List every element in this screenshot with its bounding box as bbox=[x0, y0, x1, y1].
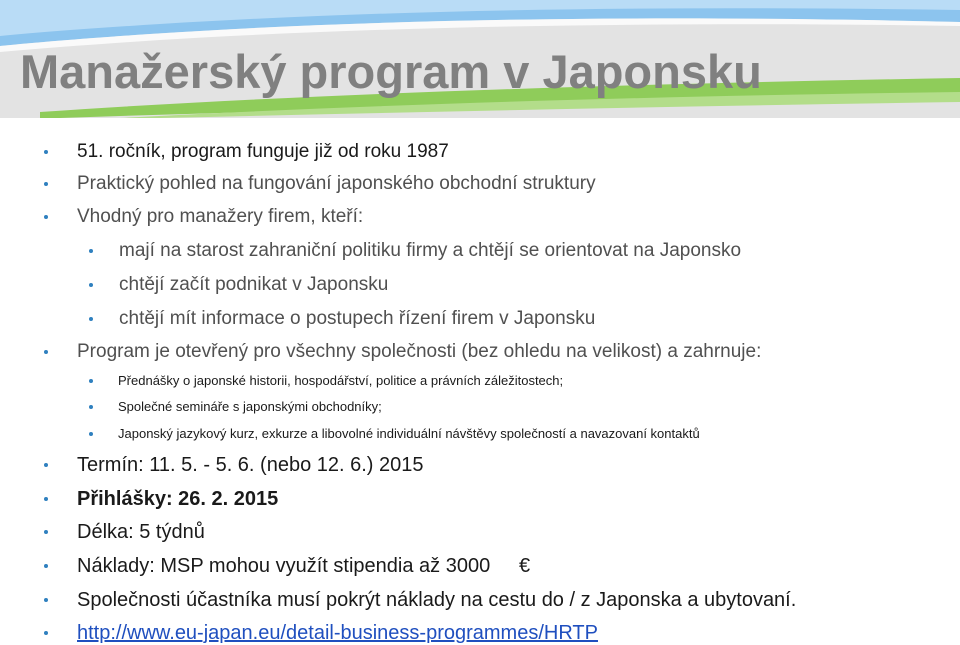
bullet-dot-icon bbox=[89, 249, 93, 253]
bullet-dot-icon bbox=[89, 379, 93, 383]
bullet-dot-icon bbox=[44, 530, 48, 534]
bullet-dot-icon bbox=[44, 350, 48, 354]
bullet-text: Termín: 11. 5. - 5. 6. (nebo 12. 6.) 2015 bbox=[77, 454, 424, 476]
bullet-dot-icon bbox=[89, 405, 93, 409]
bullet-text: chtějí mít informace o postupech řízení firem v Japonsku bbox=[119, 308, 596, 329]
bullet-text: Japonský jazykový kurz, exkurze a libovolné individuální návštěvy společností a navazovaní kontaktů bbox=[118, 426, 700, 441]
bullet-text: Délka: 5 týdnů bbox=[77, 521, 205, 543]
program-link[interactable]: http://www.eu-japan.eu/detail-business-programmes/HRTP bbox=[77, 622, 598, 644]
bullet-text: chtějí začít podnikat v Japonsku bbox=[119, 274, 389, 295]
bullet-dot-icon bbox=[44, 182, 48, 186]
bullet-text: Vhodný pro manažery firem, kteří: bbox=[77, 206, 364, 227]
bullet-text: mají na starost zahraniční politiku firmy a chtějí se orientovat na Japonsko bbox=[119, 240, 742, 261]
bullet-dot-icon bbox=[89, 432, 93, 436]
bullet-text: 51. ročník, program funguje již od roku 1987 bbox=[77, 141, 449, 162]
bullet-text: Program je otevřený pro všechny společnosti (bez ohledu na velikost) a zahrnuje: bbox=[77, 341, 762, 362]
bullet-text: Přihlášky: 26. 2. 2015 bbox=[77, 488, 279, 510]
slide-title: Manažerský program v Japonsku bbox=[20, 45, 762, 98]
bullet-dot-icon bbox=[44, 497, 48, 501]
bullet-dot-icon bbox=[89, 317, 93, 321]
bullet-dot-icon bbox=[44, 150, 48, 154]
bullet-dot-icon bbox=[44, 631, 48, 635]
bullet-text: Společné semináře s japonskými obchodníky; bbox=[118, 399, 382, 414]
bullet-dot-icon bbox=[44, 564, 48, 568]
bullet-text: Praktický pohled na fungování japonského obchodní struktury bbox=[77, 173, 596, 194]
bullet-text: Náklady: MSP mohou využít stipendia až 3000 bbox=[77, 555, 491, 577]
bullet-text: Společnosti účastníka musí pokrýt náklady na cestu do / z Japonska a ubytovaní. bbox=[77, 589, 797, 611]
bullet-text: Přednášky o japonské historii, hospodářství, politice a právních záležitostech; bbox=[118, 373, 564, 388]
bullet-dot-icon bbox=[44, 463, 48, 467]
bullet-dot-icon bbox=[44, 215, 48, 219]
bullet-dot-icon bbox=[44, 598, 48, 602]
euro-symbol: € bbox=[519, 555, 531, 577]
bullet-dot-icon bbox=[89, 283, 93, 287]
